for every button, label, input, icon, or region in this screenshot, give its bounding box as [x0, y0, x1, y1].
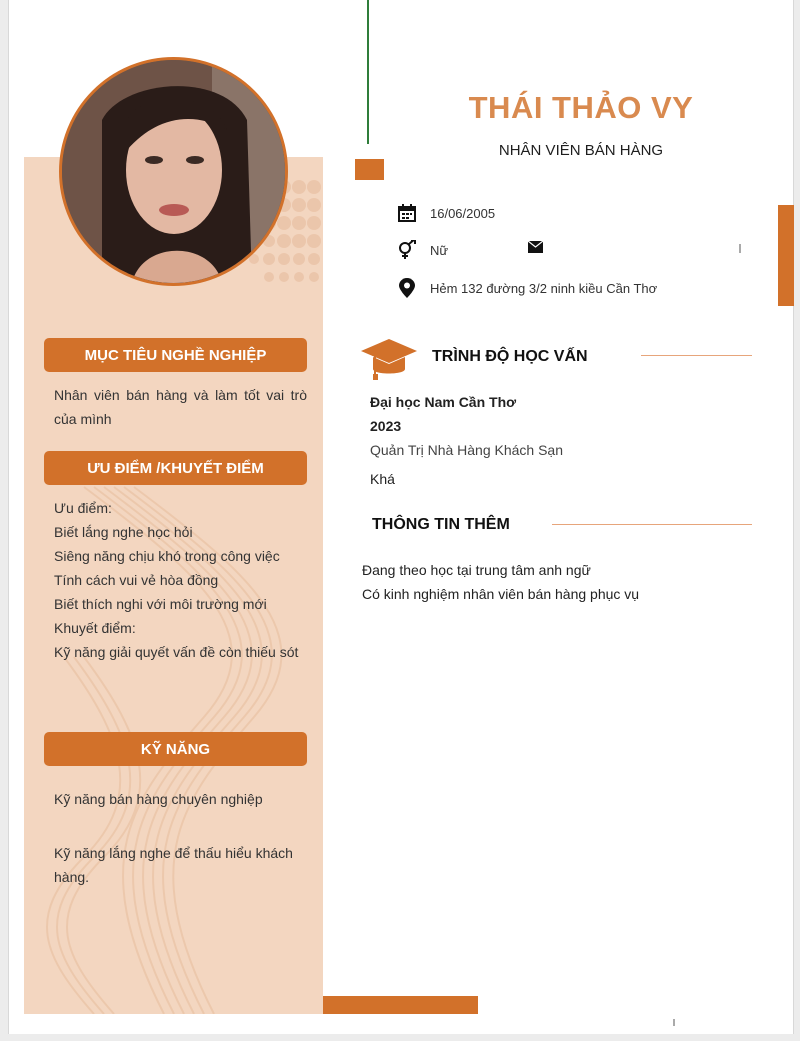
additional-info-line: Có kinh nghiệm nhân viên bán hàng phục vụ [362, 586, 640, 602]
objective-heading: MỤC TIÊU NGHỀ NGHIỆP [44, 338, 307, 372]
decorative-vertical-line [367, 0, 369, 144]
additional-info-divider [552, 524, 752, 525]
location-pin-icon [397, 278, 417, 298]
objective-text: Nhân viên bán hàng và làm tốt vai trò của mình [54, 387, 307, 427]
calendar-icon [397, 203, 417, 223]
decorative-square [355, 159, 384, 180]
profile-photo [59, 57, 288, 286]
address-row [397, 278, 657, 298]
skill-item: Kỹ năng bán hàng chuyên nghiệp [54, 791, 263, 807]
skills-heading: KỸ NĂNG [44, 732, 307, 766]
strengths-heading: ƯU ĐIỂM /KHUYẾT ĐIỂM [44, 451, 307, 485]
strengths-list [54, 496, 314, 664]
grade: Khá [370, 471, 395, 487]
additional-info-heading: THÔNG TIN THÊM [372, 516, 510, 533]
gender-icon [397, 240, 417, 260]
strengths-line: Ưu điểm: [54, 500, 112, 516]
strengths-line: Kỹ năng giải quyết vấn đề còn thiếu sót [54, 644, 299, 660]
additional-info-line: Đang theo học tại trung tâm anh ngữ [362, 562, 591, 578]
strengths-line: Tính cách vui vẻ hòa đồng [54, 572, 219, 588]
decorative-tick [739, 244, 741, 253]
strengths-line: Biết thích nghi với môi trường mới [54, 596, 267, 612]
strengths-line: Siêng năng chịu khó trong công việc [54, 548, 280, 564]
education-heading: TRÌNH ĐỘ HỌC VẤN [432, 348, 588, 365]
strengths-line: Biết lắng nghe học hỏi [54, 524, 193, 540]
address-value: Hẻm 132 đường 3/2 ninh kiều Cần Thơ [430, 280, 658, 296]
decorative-right-bar [778, 205, 794, 306]
graduation-year: 2023 [370, 418, 402, 434]
job-title: NHÂN VIÊN BÁN HÀNG [498, 142, 664, 159]
envelope-icon [528, 240, 543, 258]
decorative-bottom-bar [323, 996, 478, 1014]
decorative-tick [673, 1019, 675, 1026]
skill-item: Kỹ năng lắng nghe để thấu hiểu khách hàng. [54, 845, 293, 885]
education-divider [641, 355, 752, 356]
strengths-line: Khuyết điểm: [54, 620, 136, 636]
school-name: Đại học Nam Cần Thơ [370, 394, 517, 410]
major: Quản Trị Nhà Hàng Khách Sạn [370, 442, 564, 458]
graduation-cap-icon [361, 339, 417, 386]
profile-photo-image [62, 60, 285, 283]
gender-row [397, 240, 448, 260]
birthday-row [397, 203, 495, 223]
gender-value: Nữ [430, 242, 449, 258]
candidate-name: THÁI THẢO VY [468, 90, 694, 125]
birthday-value: 16/06/2005 [430, 205, 496, 221]
